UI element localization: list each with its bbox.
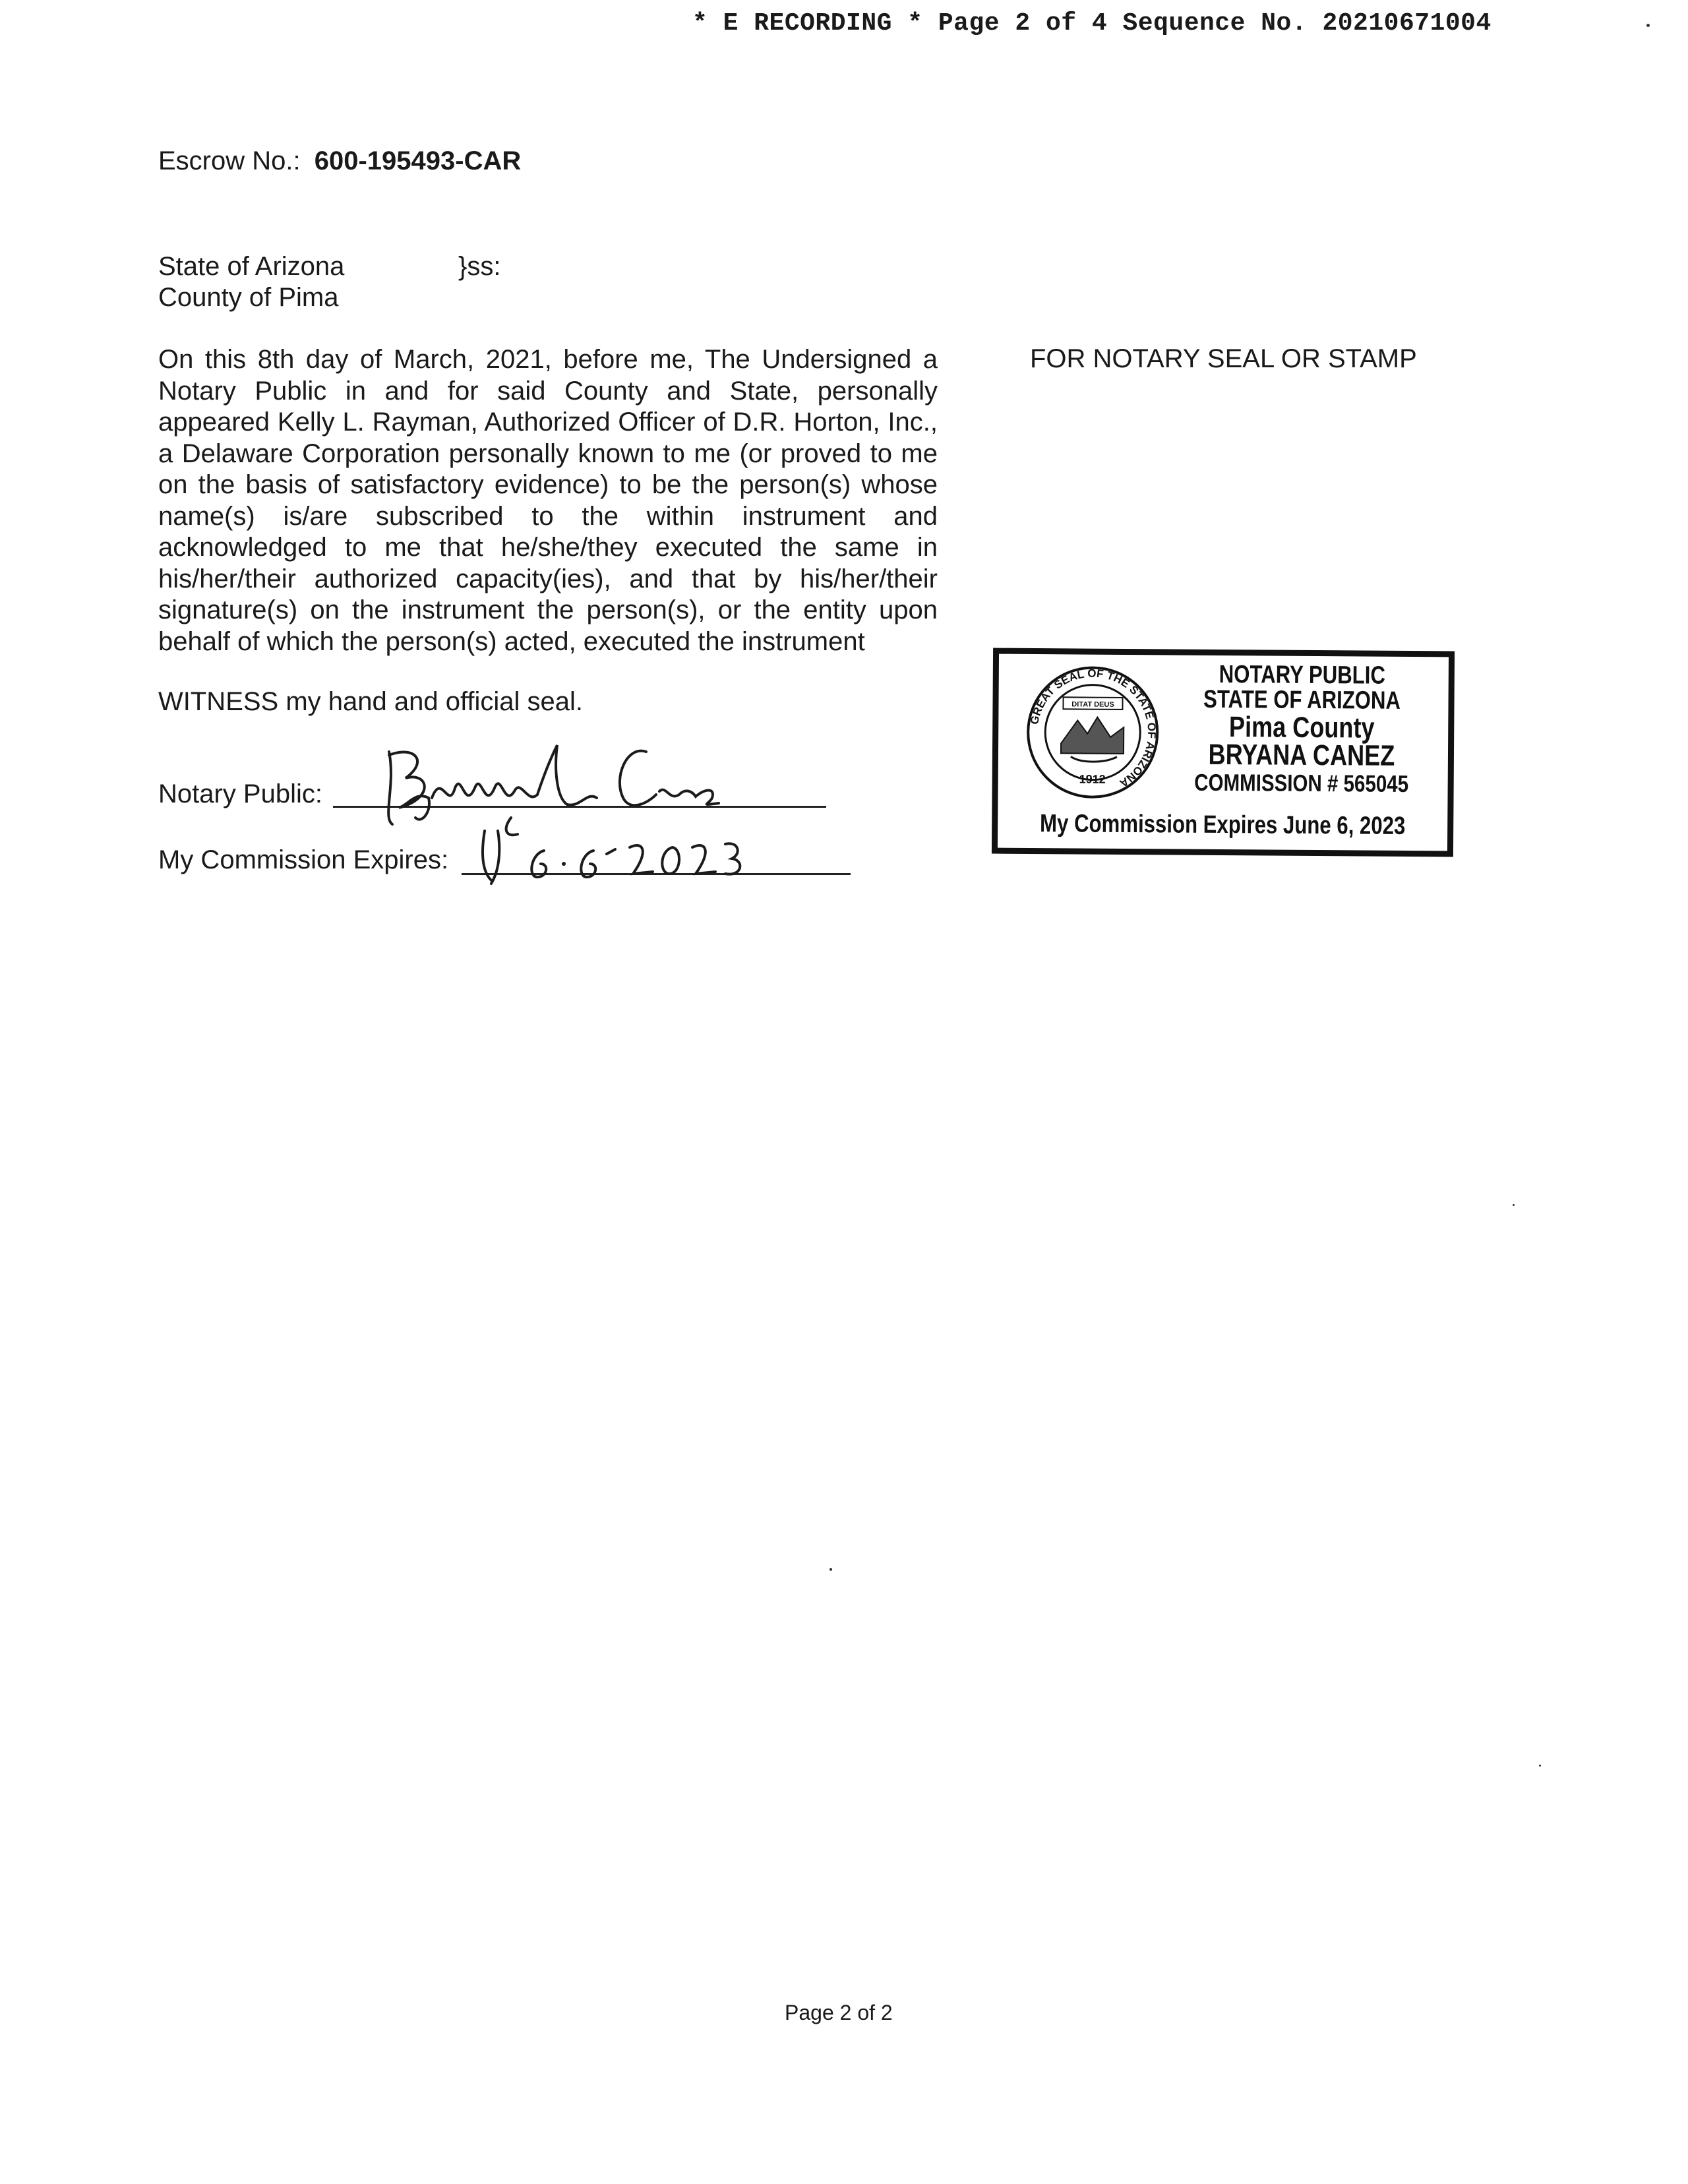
acknowledgment-paragraph: On this 8th day of March, 2021, before me, The Undersigned a Notary Public in and for said County and State, personally appeared Kelly L. Rayman, Authorized Officer of D.R. Horton, Inc., a Delaware Corporation personally known to me (or proved to me on the basis of satisfactory evidence) to be the person(s) whose name(s) is/are subscribed to the within instrument and acknowledged to me that he/she/they executed the same in his/her/their authorized capacity(ies), and that by his/her/their signature(s) on the instrument the person(s), or the entity upon behalf of which the person(s) acted, executed the instrument [158,345,938,656]
scan-speck [1646,24,1650,27]
recording-header: * E RECORDING * Page 2 of 4 Sequence No. 20210671004 [692,9,1492,38]
stamp-line-state: STATE OF ARIZONA [1203,685,1401,715]
venue-county: County of Pima [158,283,339,312]
escrow-line [158,145,521,177]
stamp-line-notary-public: NOTARY PUBLIC [1219,660,1386,690]
seal-year: 1912 [1079,772,1106,786]
venue-state: State of Arizona [158,252,345,281]
escrow-number: 600-195493-CAR [314,146,522,175]
venue-ss: }ss: [458,252,501,281]
handwritten-expiry-date [471,824,788,890]
notary-stamp [992,648,1455,857]
seal-area-label: FOR NOTARY SEAL OR STAMP [1030,344,1417,373]
arizona-state-seal [1024,664,1160,801]
scan-speck [1539,1765,1541,1767]
stamp-line-commission-number: COMMISSION # 565045 [1194,768,1409,797]
scan-speck [829,1568,832,1571]
stamp-line-notary-name: BRYANA CANEZ [1208,738,1395,772]
witness-line: WITNESS my hand and official seal. [158,687,583,716]
seal-motto: DITAT DEUS [1071,700,1114,709]
stamp-line-county: Pima County [1228,711,1375,744]
page-footer: Page 2 of 2 [785,2001,893,2024]
notary-public-label: Notary Public: [158,779,322,808]
escrow-label: Escrow No.: [158,146,301,175]
notary-signature [369,725,765,837]
seal-ring-text: GREAT SEAL OF THE STATE OF ARIZONA [1028,667,1159,790]
commission-expires-label: My Commission Expires: [158,845,449,874]
scan-speck [1513,1204,1515,1206]
stamp-line-commission-expires: My Commission Expires June 6, 2023 [1039,810,1406,840]
